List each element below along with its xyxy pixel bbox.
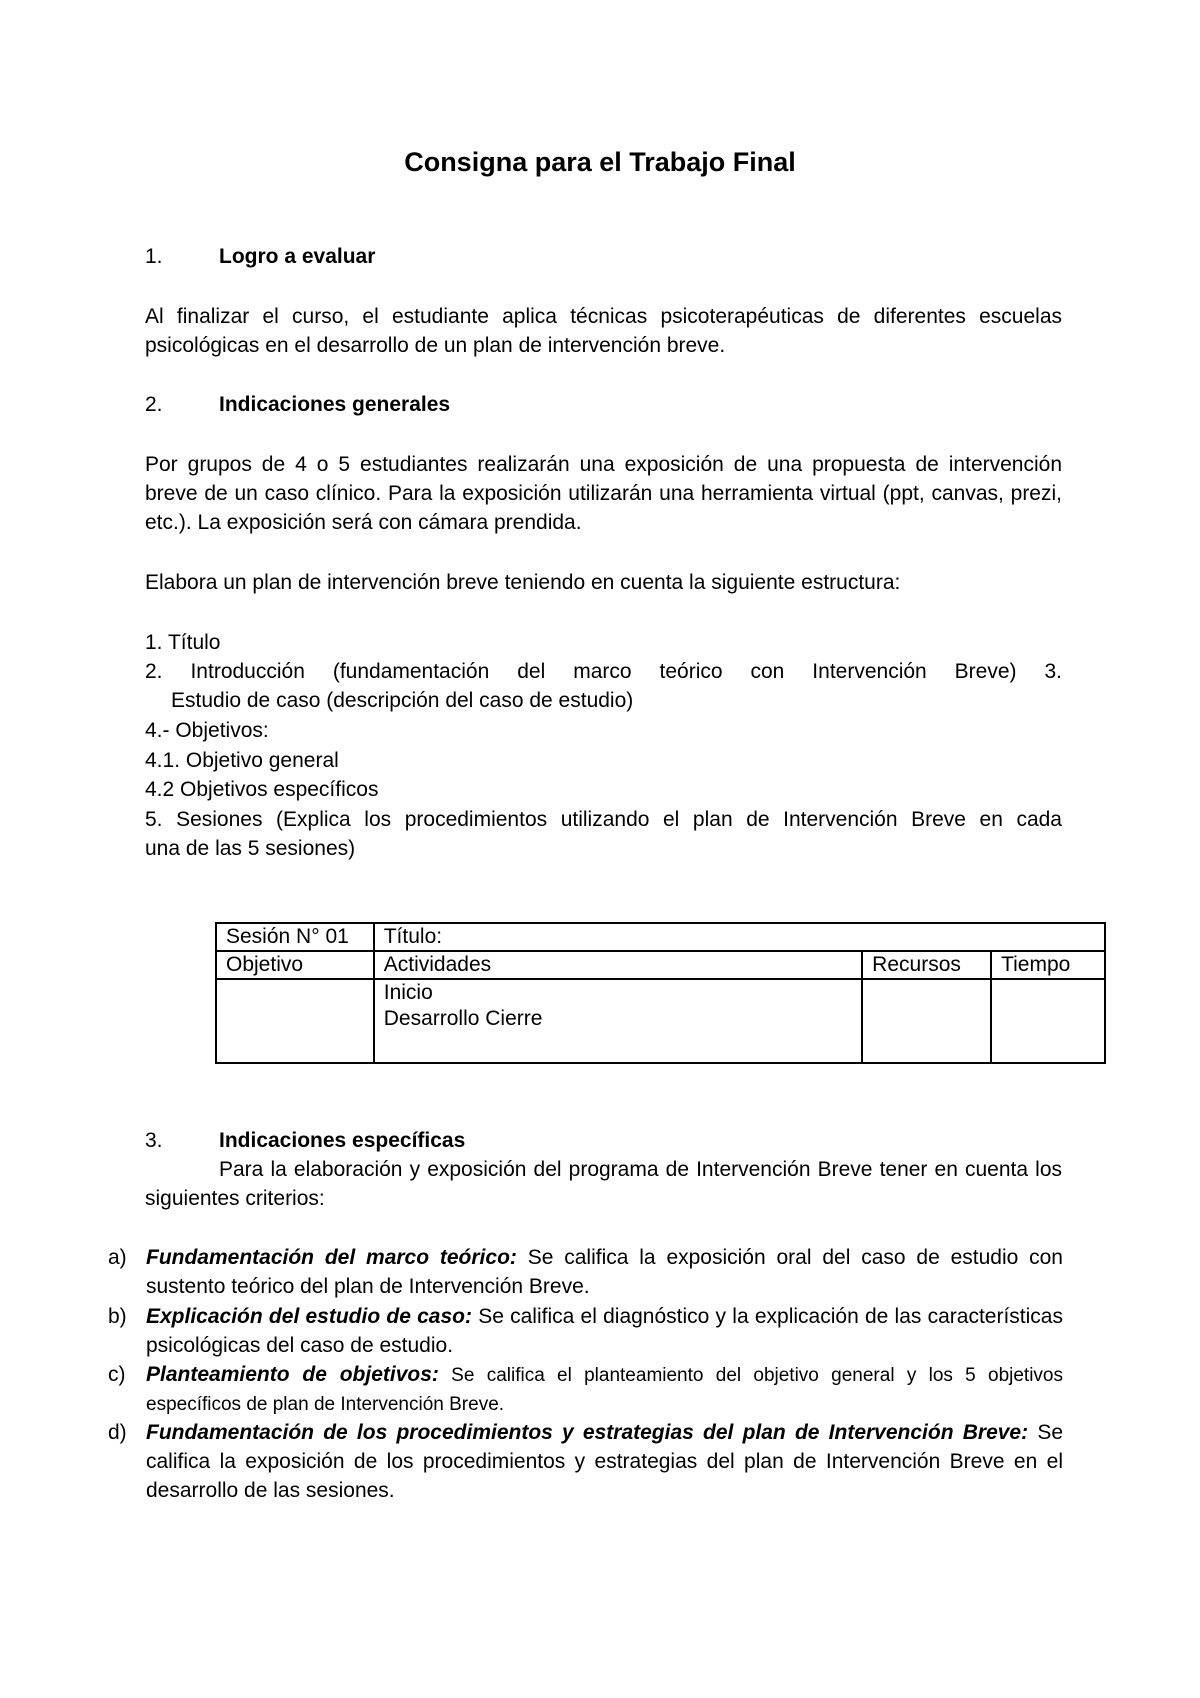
structure-item: 2. Introducción (fundamentación del marco teórico con Intervención Breve) 3. <box>145 660 1062 683</box>
structure-item: una de las 5 sesiones) <box>145 837 356 860</box>
criterion-letter: c) <box>108 1363 126 1386</box>
table-row <box>216 951 1105 979</box>
criterion-lead: Fundamentación de los procedimientos y estrategias del plan de Intervención Breve: <box>146 1421 1029 1444</box>
criterion-letter: d) <box>108 1421 127 1444</box>
criterion-letter: a) <box>108 1246 127 1269</box>
section-label: Indicaciones generales <box>219 393 451 416</box>
criterion-text: Se califica el planteamiento del objetivo general y los 5 objetivos específicos de plan de Intervención Breve. <box>146 1365 1063 1415</box>
table-cell: Sesión N° 01 <box>216 923 374 951</box>
section-number: 1. <box>145 245 163 268</box>
section-number: 3. <box>145 1129 163 1152</box>
table-cell <box>862 979 991 1063</box>
table-header-cell: Actividades <box>374 951 862 979</box>
table-cell: Título: <box>374 923 1105 951</box>
criterion-lead: Explicación del estudio de caso: <box>146 1305 472 1328</box>
structure-item: 5. Sesiones (Explica los procedimientos utilizando el plan de Intervención Breve en cada <box>145 808 1062 831</box>
structure-item: 1. Título <box>145 631 221 654</box>
criterion-body <box>146 1302 1063 1360</box>
section-2-paragraph-2: Elabora un plan de intervención breve teniendo en cuenta la siguiente estructura: <box>145 571 901 594</box>
criterion-text: Se califica la exposición de los procedimientos y estrategias del plan de Intervención Breve en el desarrollo de las sesiones. <box>146 1421 1064 1502</box>
document-title: Consigna para el Trabajo Final <box>404 147 796 177</box>
session-table <box>215 922 1106 1064</box>
section-1-heading <box>145 242 375 271</box>
criterion-text: Se califica el diagnóstico y la explicación de las características psicológicas del caso de estudio. <box>146 1305 1063 1357</box>
table-cell <box>991 979 1105 1063</box>
table-row <box>216 923 1105 951</box>
section-2-paragraph-1: Por grupos de 4 o 5 estudiantes realizarán una exposición de una propuesta de intervención breve de un caso clínico. Para la exposición utilizarán una herramienta virtual (ppt, canvas, prezi, etc.). La exposición será con cámara prendida. <box>145 453 1062 534</box>
table-header-cell: Objetivo <box>216 951 374 979</box>
table-cell <box>216 979 374 1063</box>
criterion-letter: b) <box>108 1305 127 1328</box>
section-1-paragraph: Al finalizar el curso, el estudiante aplica técnicas psicoterapéuticas de diferentes escuelas psicológicas en el desarrollo de un plan de intervención breve. <box>145 305 1062 357</box>
table-header-cell: Tiempo <box>991 951 1105 979</box>
structure-item: 4.- Objetivos: <box>145 719 269 742</box>
section-2-heading <box>145 390 450 419</box>
structure-item: Estudio de caso (descripción del caso de estudio) <box>171 689 634 712</box>
criterion-lead: Planteamiento de objetivos: <box>146 1363 439 1386</box>
criterion-lead: Fundamentación del marco teórico: <box>146 1246 517 1269</box>
criterion-body <box>146 1418 1063 1505</box>
activity-line: Inicio <box>383 981 433 1004</box>
criterion-body <box>146 1243 1063 1301</box>
section-label: Indicaciones específicas <box>219 1129 466 1152</box>
criterion-body <box>146 1360 1063 1419</box>
table-header-cell: Recursos <box>862 951 991 979</box>
activity-line: Desarrollo Cierre <box>383 1007 543 1030</box>
criterion-text: Se califica la exposición oral del caso de estudio con sustento teórico del plan de Intervención Breve. <box>146 1246 1063 1298</box>
section-3-heading <box>145 1126 465 1155</box>
section-number: 2. <box>145 393 163 416</box>
table-row <box>216 979 1105 1063</box>
structure-item: 4.1. Objetivo general <box>145 749 339 772</box>
section-3-intro: Para la elaboración y exposición del programa de Intervención Breve tener en cuenta los siguientes criterios: <box>145 1158 1062 1210</box>
table-cell <box>374 979 862 1063</box>
structure-item: 4.2 Objetivos específicos <box>145 778 379 801</box>
section-label: Logro a evaluar <box>219 245 376 268</box>
